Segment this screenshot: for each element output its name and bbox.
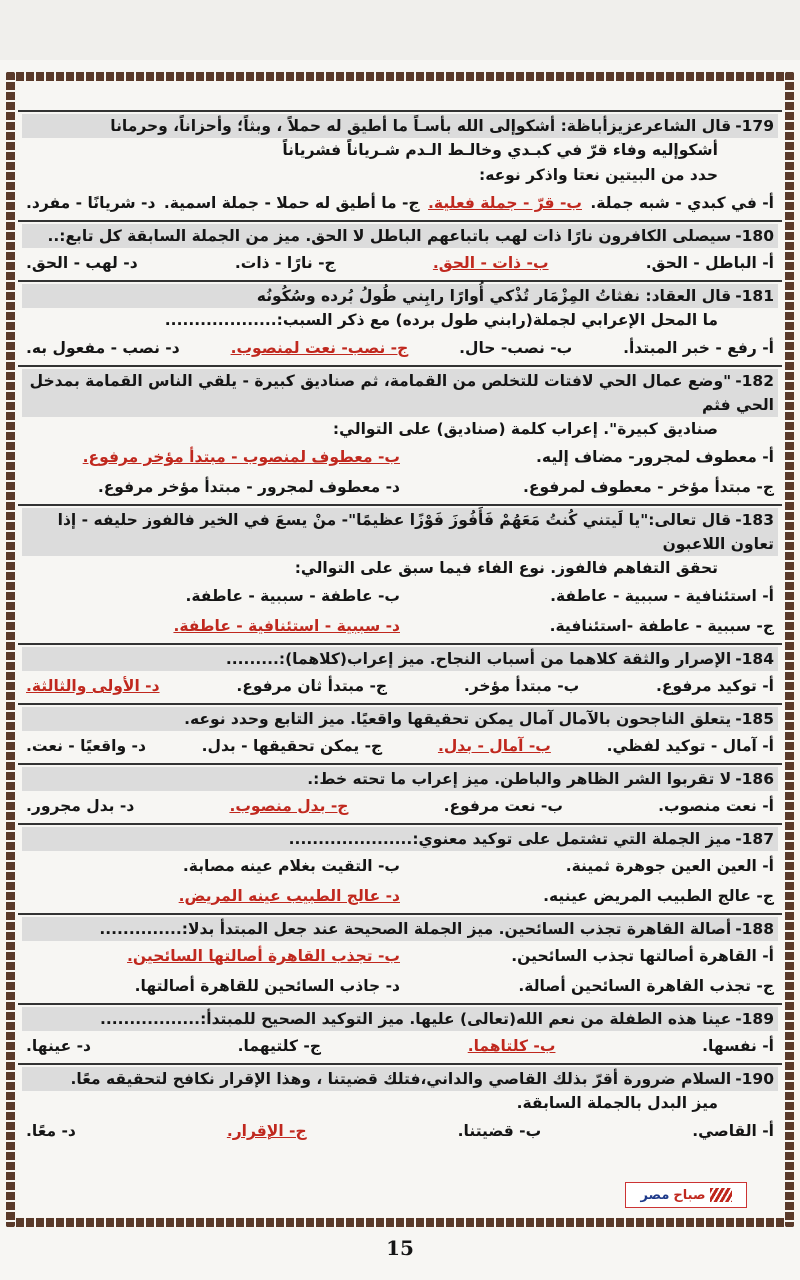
option-c: ج- نارًا - ذات. (234, 254, 336, 272)
options (22, 851, 778, 881)
question-179 (18, 110, 782, 220)
options (22, 791, 778, 821)
option-d: د- معًا. (26, 1122, 76, 1140)
question-line: أشكوإليه وفاء قرّ في كبـدي وخالـط الـدم شـرياناً فشرياناً (282, 141, 718, 159)
option-b: ب- نصب- حال. (459, 339, 573, 357)
option-d-answer: د- عالج الطبيب عينه المريض. (178, 887, 400, 905)
question-number: 179- (735, 117, 774, 135)
question-number: 181- (735, 287, 774, 305)
option-c: ج- كلتيهما. (237, 1037, 321, 1055)
question-line: ما المحل الإعرابي لجملة(رابني طول برده) مع ذكر السبب:................... (164, 311, 718, 329)
question-186 (18, 763, 782, 823)
page-number: 15 (386, 1236, 414, 1260)
question-number: 184- (735, 650, 774, 668)
option-b-answer: ب- كلتاهما. (467, 1037, 556, 1055)
option-c: ج- تجذب القاهرة السائحين أصالة. (518, 977, 774, 995)
options (22, 941, 778, 971)
question-number: 180- (735, 227, 774, 245)
option-b: ب- نعت مرفوع. (443, 797, 563, 815)
options (22, 1031, 778, 1061)
option-d: د- عينها. (26, 1037, 91, 1055)
questions-list (18, 110, 782, 1210)
question-text: قال الشاعرعزيزأباظة: أشكوإلى الله بأسـاً ما أطيق له حملاً ، وبثاً؛ وأحزاناً، وحرمانا (110, 117, 732, 135)
options (22, 333, 778, 363)
question-185 (18, 703, 782, 763)
question-183 (18, 504, 782, 643)
question-text: أصالة القاهرة تجذب السائحين. ميز الجملة الصحيحة عند جعل المبتدأ بدلا:.............. (99, 920, 732, 938)
question-line: ميز البدل بالجملة السابقة. (516, 1094, 718, 1112)
left-border (6, 72, 15, 1227)
options (22, 248, 778, 278)
options (22, 611, 778, 641)
question-text: قال تعالى:"يا لَيتني كُنتُ مَعَهُمْ فَأَفُوزَ فَوْزًا عظيمًا"- منْ يسعَ في الخير فالفوز حليفه - إذا تعاون اللاعبون (57, 511, 774, 553)
option-b-answer: ب- معطوف لمنصوب - مبتدأ مؤخر مرفوع. (82, 448, 400, 466)
question-text: الإصرار والثقة كلاهما من أسباب النجاح. ميز إعراب(كلاهما):......... (225, 650, 732, 668)
option-d: د- لهب - الحق. (26, 254, 138, 272)
options (22, 188, 778, 218)
question-line: تحقق التفاهم فالفوز. نوع الفاء فيما سبق على التوالي: (294, 559, 718, 577)
question-text: السلام ضرورة أقرّ بذلك القاصي والداني،فتلك قضيتنا ، وهذا الإقرار نكافح لتحقيقه معًا. (70, 1070, 732, 1088)
option-b: ب- مبتدأ مؤخر. (463, 677, 580, 695)
top-border (6, 72, 794, 81)
question-number: 187- (735, 830, 774, 848)
option-b: ب- التقيت بغلام عينه مصابة. (182, 857, 400, 875)
option-b-answer: ب- قرّ - جملة فعلية. (428, 194, 582, 212)
option-a: أ- آمال - توكيد لفظي. (606, 737, 774, 755)
options (22, 472, 778, 502)
bottom-border (6, 1218, 794, 1227)
option-c: ج- يمكن تحقيقها - بدل. (201, 737, 383, 755)
top-margin (0, 0, 800, 60)
question-text: "وضع عمال الحي لافتات للتخلص من القمامة، ثم صناديق كبيرة - يلقي الناس القمامة بمدخل الحي فثم (29, 372, 774, 414)
option-c: ج- سببية - عاطفة -استئنافية. (549, 617, 774, 635)
question-number: 190- (735, 1070, 774, 1088)
option-d: د- معطوف لمجرور - مبتدأ مؤخر مرفوع. (97, 478, 400, 496)
logo-stripes-icon (710, 1188, 732, 1202)
question-189 (18, 1003, 782, 1063)
question-number: 186- (735, 770, 774, 788)
option-a: أ- الباطل - الحق. (645, 254, 774, 272)
option-d: د- بدل مجرور. (26, 797, 135, 815)
question-text: عينا هذه الطفلة من نعم الله(تعالى) عليها. ميز التوكيد الصحيح للمبتدأ:................. (99, 1010, 732, 1028)
option-a: أ- القاصي. (692, 1122, 774, 1140)
logo-text-blue: مصر (640, 1187, 670, 1203)
option-b-answer: ب- تجذب القاهرة أصالتها السائحين. (127, 947, 400, 965)
question-line: حدد من البيتين نعتا واذكر نوعه: (479, 166, 718, 184)
question-184 (18, 643, 782, 703)
option-a: أ- في كبدي - شبه جملة. (590, 194, 774, 212)
question-180 (18, 220, 782, 280)
question-number: 183- (735, 511, 774, 529)
question-number: 188- (735, 920, 774, 938)
option-a: أ- نفسها. (702, 1037, 774, 1055)
right-border (785, 72, 794, 1227)
options (22, 971, 778, 1001)
option-a: أ- توكيد مرفوع. (656, 677, 774, 695)
question-188 (18, 913, 782, 1003)
watermark-logo (625, 1182, 747, 1208)
question-number: 185- (735, 710, 774, 728)
question-181 (18, 280, 782, 365)
option-a: أ- استئنافية - سببية - عاطفة. (550, 587, 774, 605)
question-190 (18, 1063, 782, 1148)
options (22, 442, 778, 472)
option-a: أ- معطوف لمجرور- مضاف إليه. (536, 448, 774, 466)
options (22, 1116, 778, 1146)
question-number: 182- (735, 372, 774, 390)
option-b-answer: ب- ذات - الحق. (432, 254, 549, 272)
question-182 (18, 365, 782, 504)
logo-text-red: صباح (673, 1187, 706, 1203)
options (22, 881, 778, 911)
option-c: ج- ما أطيق له حملا - جملة اسمية. (163, 194, 420, 212)
option-a: أ- رفع - خبر المبتدأ. (623, 339, 774, 357)
question-text: يتعلق الناجحون بالآمال آمال يمكن تحقيقها واقعيًا. ميز التابع وحدد نوعه. (184, 710, 732, 728)
option-b: ب- عاطفة - سببية - عاطفة. (185, 587, 400, 605)
option-c-answer: ج- بدل منصوب. (229, 797, 349, 815)
options (22, 581, 778, 611)
option-d: د- جاذب السائحين للقاهرة أصالتها. (134, 977, 400, 995)
option-b: ب- قضيتنا. (457, 1122, 542, 1140)
options (22, 731, 778, 761)
question-text: ميز الجملة التي تشتمل على توكيد معنوي:..................... (288, 830, 732, 848)
option-c: ج- مبتدأ ثان مرفوع. (236, 677, 388, 695)
option-d: د- واقعيًا - نعت. (26, 737, 146, 755)
question-text: لا تقربوا الشر الظاهر والباطن. ميز إعراب ما تحته خط:. (307, 770, 732, 788)
option-c: ج- عالج الطبيب المريض عينيه. (543, 887, 774, 905)
option-b-answer: ب- آمال - بدل. (437, 737, 551, 755)
option-a: أ- العين العين جوهرة ثمينة. (565, 857, 774, 875)
option-d: د- شريانًا - مفرد. (26, 194, 156, 212)
question-line: صناديق كبيرة". إعراب كلمة (صناديق) على التوالي: (332, 420, 718, 438)
question-text: سيصلى الكافرون نارًا ذات لهب باتباعهم الباطل لا الحق. ميز من الجملة السابقة كل تابع:.. (47, 227, 732, 245)
option-a: أ- نعت منصوب. (658, 797, 774, 815)
options (22, 671, 778, 701)
question-text: قال العقاد: نفثاتُ المِزْمَار تُذْكي أُوارًا رابِني طُولُ بُرده وسُكُونُه (256, 287, 732, 305)
question-187 (18, 823, 782, 913)
option-d-answer: د- الأولى والثالثة. (26, 677, 160, 695)
option-d-answer: د- سببية - استئنافية - عاطفة. (173, 617, 400, 635)
option-c: ج- مبتدأ مؤخر - معطوف لمرفوع. (522, 478, 774, 496)
option-d: د- نصب - مفعول به. (26, 339, 180, 357)
option-a: أ- القاهرة أصالتها تجذب السائحين. (511, 947, 774, 965)
option-c-answer: ج- نصب- نعت لمنصوب. (230, 339, 409, 357)
question-number: 189- (735, 1010, 774, 1028)
option-c-answer: ج- الإقرار. (226, 1122, 307, 1140)
